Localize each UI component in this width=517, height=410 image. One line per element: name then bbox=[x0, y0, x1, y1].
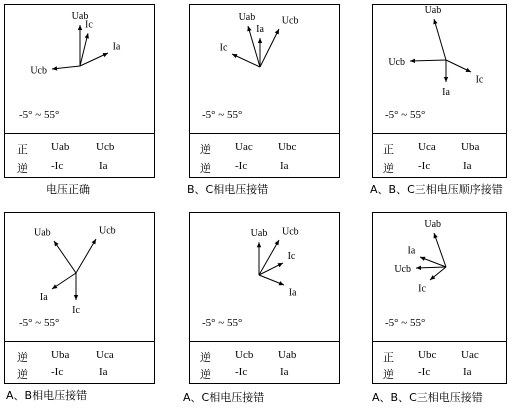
phasor-ucb bbox=[76, 226, 116, 273]
phasor-label: Ic bbox=[287, 251, 296, 263]
arrowhead-icon bbox=[444, 77, 448, 82]
arrowhead-icon bbox=[420, 257, 425, 261]
arrowhead-icon bbox=[279, 281, 284, 285]
table-cell: -Ic bbox=[51, 160, 64, 172]
phasor-ic bbox=[72, 273, 80, 316]
table-cell: Uac bbox=[461, 349, 479, 361]
sequence-label: 逆 bbox=[17, 352, 28, 364]
phasor-label: Ia bbox=[256, 24, 264, 35]
phasor-label: Ia bbox=[407, 245, 416, 257]
table-cell: Uab bbox=[278, 349, 297, 361]
phasor-label: Ucb bbox=[281, 15, 299, 27]
table-cell: -Ic bbox=[418, 160, 431, 172]
phasor-panel bbox=[189, 4, 340, 178]
phasor-ic bbox=[259, 251, 296, 275]
phasor-ia bbox=[442, 60, 450, 98]
arrowhead-icon bbox=[257, 242, 261, 247]
arrowhead-icon bbox=[78, 25, 82, 30]
phasor-diagram bbox=[190, 213, 341, 385]
table-cell: -Ic bbox=[418, 366, 431, 378]
phasor-ic bbox=[446, 60, 484, 86]
phasor-label: Uab bbox=[424, 5, 442, 17]
phasor-label: Ic bbox=[219, 42, 228, 54]
table-divider bbox=[5, 133, 154, 134]
phasor-label: Ucb bbox=[394, 264, 411, 276]
phasor-ia bbox=[408, 246, 446, 267]
panel-caption: A、C相电压接错 bbox=[183, 391, 265, 404]
panel-caption: A、B、C三相电压接错 bbox=[372, 391, 483, 404]
arrowhead-icon bbox=[410, 59, 415, 63]
table-divider bbox=[190, 133, 339, 134]
table-cell: Ia bbox=[463, 160, 472, 172]
arrowhead-icon bbox=[74, 295, 78, 300]
phasor-diagram bbox=[190, 5, 341, 179]
angle-range: -5° ~ 55° bbox=[202, 317, 243, 329]
angle-range: -5° ~ 55° bbox=[385, 109, 426, 121]
phasor-ic bbox=[418, 267, 446, 295]
arrowhead-icon bbox=[433, 19, 437, 24]
sequence-label: 逆 bbox=[200, 163, 211, 175]
phasor-ia bbox=[80, 41, 121, 66]
phasor-ia bbox=[40, 273, 76, 303]
table-cell: Uca bbox=[96, 349, 114, 361]
sequence-label: 逆 bbox=[17, 163, 28, 175]
panel-caption: A、B、C三相电压顺序接错 bbox=[370, 183, 503, 196]
table-cell: -Ic bbox=[235, 366, 248, 378]
phasor-line bbox=[434, 19, 446, 60]
phasor-line bbox=[54, 241, 76, 273]
table-cell: Uab bbox=[51, 141, 70, 153]
table-cell: Uca bbox=[418, 141, 436, 153]
phasor-label: Ucb bbox=[282, 226, 299, 238]
phasor-ucb bbox=[260, 15, 298, 67]
arrowhead-icon bbox=[258, 38, 262, 43]
table-cell: Ubc bbox=[418, 349, 437, 361]
phasor-ucb bbox=[388, 57, 446, 68]
arrowhead-icon bbox=[54, 241, 59, 246]
table-cell: -Ic bbox=[51, 366, 64, 378]
table-divider bbox=[373, 133, 506, 134]
phasor-ia bbox=[259, 275, 297, 299]
table-cell: Ucb bbox=[235, 349, 254, 361]
table-cell: Uac bbox=[235, 141, 253, 153]
arrowhead-icon bbox=[434, 233, 438, 238]
phasor-panel bbox=[189, 212, 340, 384]
phasor-panel bbox=[4, 4, 155, 178]
phasor-uab bbox=[34, 228, 76, 273]
phasor-label: Ia bbox=[39, 292, 48, 304]
angle-range: -5° ~ 55° bbox=[19, 109, 60, 121]
phasor-label: Ia bbox=[288, 287, 297, 299]
panel-caption: 电压正确 bbox=[46, 183, 90, 196]
phasor-label: Ic bbox=[72, 305, 80, 316]
phasor-label: Ic bbox=[418, 283, 426, 295]
sequence-label: 逆 bbox=[200, 369, 211, 381]
phasor-uab bbox=[425, 5, 446, 60]
table-cell: Ia bbox=[99, 366, 108, 378]
table-cell: Ia bbox=[280, 160, 289, 172]
phasor-label: Ic bbox=[85, 19, 93, 31]
sequence-label: 逆 bbox=[383, 163, 394, 175]
table-cell: Ia bbox=[463, 366, 472, 378]
phasor-label: Uab bbox=[34, 227, 51, 239]
table-cell: Ia bbox=[99, 160, 108, 172]
phasor-label: Ia bbox=[442, 87, 450, 98]
phasor-label: Uab bbox=[238, 12, 256, 24]
arrowhead-icon bbox=[416, 266, 421, 270]
sequence-label: 逆 bbox=[200, 144, 211, 156]
phasor-label: Ucb bbox=[99, 225, 116, 237]
table-cell: Uba bbox=[51, 349, 70, 361]
phasor-label: Ucb bbox=[30, 65, 47, 77]
phasor-label: Uab bbox=[250, 228, 268, 240]
phasor-panel bbox=[372, 4, 507, 178]
phasor-label: Ucb bbox=[388, 57, 405, 69]
phasor-label: Ic bbox=[475, 74, 484, 86]
sequence-label: 正 bbox=[383, 144, 394, 156]
panel-caption: A、B相电压接错 bbox=[6, 389, 88, 402]
sequence-label: 正 bbox=[383, 352, 394, 364]
phasor-label: Uab bbox=[71, 11, 89, 22]
angle-range: -5° ~ 55° bbox=[385, 317, 426, 329]
phasor-line bbox=[76, 239, 96, 273]
phasor-label: Uab bbox=[424, 219, 442, 231]
table-cell: -Ic bbox=[235, 160, 248, 172]
phasor-label: Ia bbox=[112, 41, 121, 53]
phasor-ucb bbox=[30, 65, 80, 76]
table-cell: Ia bbox=[280, 366, 289, 378]
table-cell: Ucb bbox=[96, 141, 115, 153]
table-divider bbox=[5, 341, 154, 342]
phasor-line bbox=[434, 233, 446, 267]
sequence-label: 正 bbox=[17, 144, 28, 156]
sequence-label: 逆 bbox=[200, 352, 211, 364]
phasor-ic bbox=[80, 19, 93, 66]
phasor-line bbox=[80, 33, 88, 66]
arrowhead-icon bbox=[247, 26, 251, 31]
table-cell: Uba bbox=[461, 141, 480, 153]
phasor-panel bbox=[4, 212, 155, 384]
table-cell: Ubc bbox=[278, 141, 297, 153]
table-divider bbox=[373, 341, 506, 342]
phasor-uab bbox=[251, 228, 268, 275]
phasor-line bbox=[410, 60, 446, 61]
sequence-label: 逆 bbox=[17, 369, 28, 381]
angle-range: -5° ~ 55° bbox=[202, 109, 243, 121]
angle-range: -5° ~ 55° bbox=[19, 317, 60, 329]
panel-caption: B、C相电压接错 bbox=[187, 183, 269, 196]
arrowhead-icon bbox=[52, 284, 57, 289]
table-divider bbox=[190, 341, 339, 342]
phasor-panel bbox=[372, 212, 507, 384]
sequence-label: 逆 bbox=[383, 369, 394, 381]
